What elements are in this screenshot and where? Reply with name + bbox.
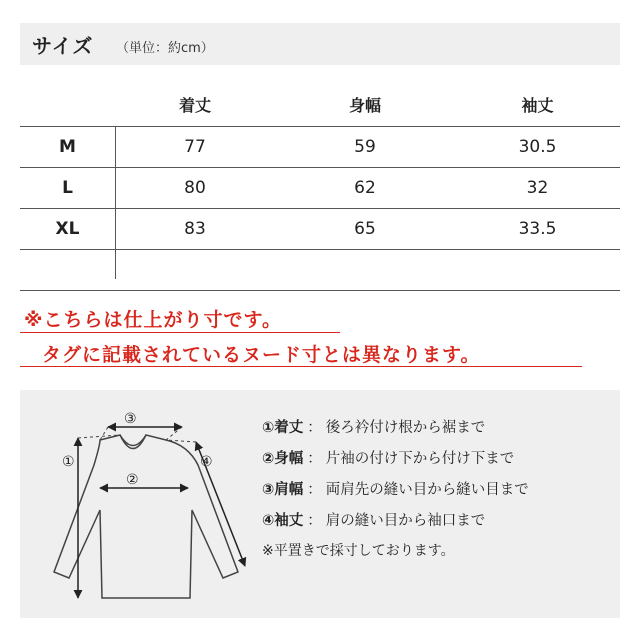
table-divider (115, 126, 116, 279)
table-row (20, 127, 620, 168)
legend-colon: ： (307, 420, 322, 436)
table-cell: 80 (184, 178, 206, 198)
marker-label: ③ (124, 411, 137, 427)
legend-desc: 両肩先の縫い目から縫い目まで (325, 482, 529, 498)
legend-term: ③肩幅 (262, 482, 304, 498)
table-cell: 30.5 (518, 137, 557, 157)
marker-label: ① (62, 454, 75, 470)
legend-item (262, 447, 529, 478)
table-cell: 32 (526, 178, 549, 198)
table-row (20, 209, 620, 250)
note-underline (20, 332, 340, 333)
flat-measure-note: ※平置きで採寸しております。 (262, 543, 455, 559)
size-label: M (59, 137, 76, 157)
table-cell: 77 (184, 137, 206, 157)
table-row (20, 168, 620, 209)
legend-item (262, 509, 529, 540)
table-row-empty (20, 250, 620, 291)
column-header-length: 着丈 (178, 96, 211, 115)
table-cell: 59 (354, 137, 376, 157)
size-table (20, 86, 620, 291)
nude-size-note: タグに記載されているヌード寸とは異なります。 (42, 344, 481, 366)
table-cell: 33.5 (518, 219, 557, 239)
marker-label: ④ (200, 454, 213, 470)
legend-desc: 片袖の付け下から付け下まで (325, 451, 515, 467)
legend-term: ②身幅 (262, 451, 304, 467)
legend-term: ①着丈 (262, 420, 304, 436)
table-cell: 83 (184, 219, 206, 239)
header-bar (20, 23, 620, 65)
table-cell: 62 (354, 178, 376, 198)
legend-colon: ： (307, 513, 322, 529)
legend-item (262, 416, 529, 447)
finished-size-note: ※こちらは仕上がり寸です。 (24, 309, 282, 331)
legend-desc: 肩の縫い目から袖口まで (325, 513, 486, 529)
size-label: XL (55, 219, 80, 239)
marker-label: ② (126, 472, 139, 488)
column-header-sleeve: 袖丈 (521, 96, 554, 115)
page-title: サイズ (32, 34, 94, 58)
table-header-row (20, 86, 620, 127)
table-cell: 65 (354, 219, 376, 239)
legend-colon: ： (307, 482, 322, 498)
note-underline (20, 366, 582, 367)
legend-term: ④袖丈 (262, 513, 304, 529)
guide-line (166, 427, 182, 440)
legend-colon: ： (307, 451, 322, 467)
shirt-diagram (20, 390, 260, 618)
column-header-width: 身幅 (348, 96, 381, 115)
size-label: L (62, 178, 73, 198)
legend-desc: 後ろ衿付け根から裾まで (325, 420, 486, 436)
measurement-legend (262, 416, 529, 571)
unit-label: （単位：約cm） (116, 41, 214, 56)
legend-item (262, 478, 529, 509)
